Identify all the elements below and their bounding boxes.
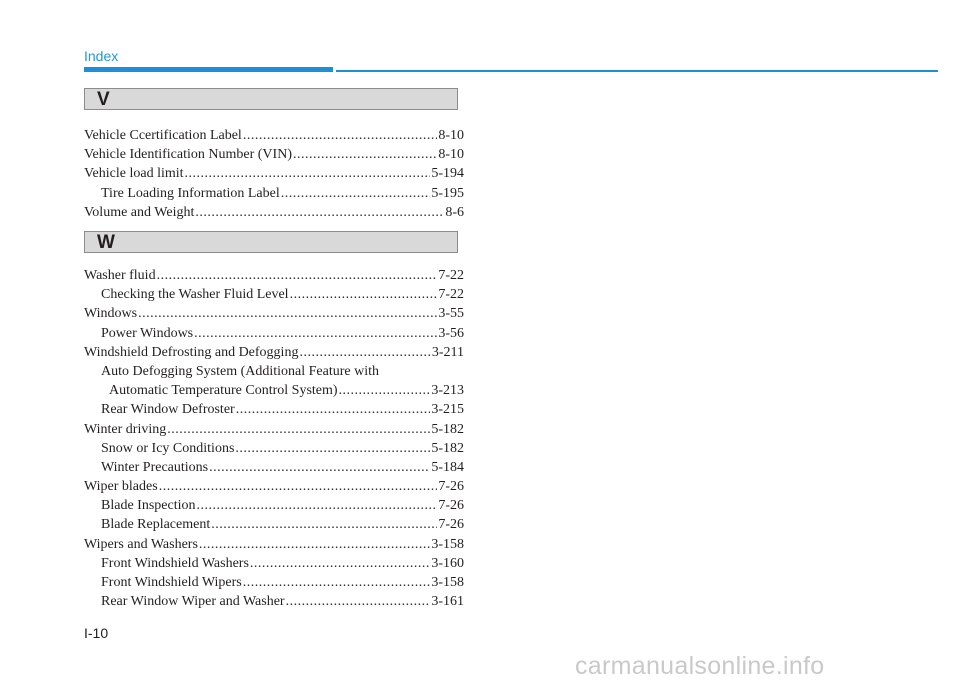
dot-leader — [157, 266, 438, 285]
entry-label: Blade Replacement — [101, 517, 211, 533]
index-entry[interactable] — [84, 203, 464, 222]
entry-label: Vehicle Ccertification Label — [84, 128, 242, 143]
entry-page: 5-194 — [431, 166, 464, 182]
entry-label: Snow or Icy Conditions — [101, 440, 235, 456]
entry-page: 5-184 — [431, 459, 464, 475]
index-subentry[interactable] — [84, 573, 464, 592]
dot-leader — [199, 535, 430, 554]
index-subentry[interactable] — [84, 400, 464, 419]
index-entry[interactable] — [84, 126, 464, 145]
dot-leader — [299, 343, 430, 362]
index-subentry[interactable] — [84, 515, 464, 534]
dot-leader — [250, 554, 430, 573]
section-header-v — [84, 88, 458, 110]
entry-label: Washer fluid — [84, 268, 156, 283]
entry-page: 8-10 — [438, 128, 464, 143]
entry-label: Checking the Washer Fluid Level — [101, 287, 289, 303]
index-subentry[interactable] — [84, 554, 464, 573]
dot-leader — [243, 573, 431, 592]
dot-leader — [293, 145, 437, 164]
header-rule-thick — [84, 67, 333, 72]
dot-leader — [339, 381, 431, 400]
index-entry[interactable] — [84, 420, 464, 439]
entry-page: 3-56 — [438, 325, 464, 341]
index-subentry[interactable] — [84, 285, 464, 304]
entry-label: Power Windows — [101, 325, 194, 341]
entry-label: Automatic Temperature Control System) — [109, 383, 338, 399]
index-entry[interactable] — [84, 535, 464, 554]
entry-page: 3-211 — [431, 344, 464, 360]
entry-label: Windshield Defrosting and Defogging — [84, 344, 299, 360]
index-subentry-wrap[interactable] — [84, 381, 464, 400]
entry-label: Vehicle Identification Number (VIN) — [84, 147, 292, 163]
entry-label: Wiper blades — [84, 479, 158, 495]
section-letter: W — [97, 232, 115, 253]
dot-leader — [281, 184, 431, 203]
entry-page: 5-182 — [431, 421, 464, 437]
entry-page: 7-22 — [438, 287, 464, 303]
entry-label: Tire Loading Information Label — [101, 185, 280, 201]
entry-label: Front Windshield Washers — [101, 555, 249, 571]
entry-page: 3-215 — [431, 402, 464, 418]
entry-page: 8-6 — [445, 204, 464, 220]
index-entry[interactable] — [84, 477, 464, 496]
index-subentry[interactable] — [84, 496, 464, 515]
entry-page: 3-213 — [431, 383, 464, 399]
entry-page: 7-22 — [438, 268, 464, 283]
entry-page: 3-160 — [431, 555, 464, 571]
page-number: I-10 — [84, 625, 109, 641]
index-entry[interactable] — [84, 304, 464, 323]
index-subentry[interactable] — [84, 439, 464, 458]
entry-page: 5-195 — [431, 185, 464, 201]
entry-page: 3-161 — [431, 594, 464, 610]
entry-label: Rear Window Defroster — [101, 402, 235, 418]
entry-page: 3-158 — [431, 536, 464, 552]
dot-leader — [211, 515, 437, 534]
page-title: Index — [84, 48, 119, 64]
header-rule-thin — [336, 70, 938, 72]
dot-leader — [235, 439, 430, 458]
dot-leader — [159, 477, 438, 496]
index-list-v — [84, 126, 464, 222]
entry-label: Wipers and Washers — [84, 536, 198, 552]
entry-label: Winter driving — [84, 421, 167, 437]
dot-leader — [195, 203, 444, 222]
entry-page: 5-182 — [431, 440, 464, 456]
entry-page: 7-26 — [438, 517, 464, 533]
watermark: carmanualsonline.info — [575, 652, 825, 680]
section-letter: V — [97, 89, 110, 110]
entry-label: Rear Window Wiper and Washer — [101, 594, 285, 610]
dot-leader — [196, 496, 437, 515]
dot-leader — [194, 324, 437, 343]
index-entry[interactable] — [84, 266, 464, 285]
dot-leader — [138, 304, 437, 323]
entry-label: Volume and Weight — [84, 204, 195, 220]
index-subentry[interactable] — [84, 458, 464, 477]
entry-label: Auto Defogging System (Additional Feature with — [101, 363, 380, 379]
entry-page: 7-26 — [438, 498, 464, 514]
entry-label: Winter Precautions — [101, 459, 209, 475]
entry-page: 8-10 — [438, 147, 464, 163]
entry-label: Front Windshield Wipers — [101, 575, 242, 590]
dot-leader — [167, 420, 430, 439]
entry-page: 3-158 — [431, 575, 464, 590]
index-entry[interactable] — [84, 343, 464, 362]
entry-label: Blade Inspection — [101, 498, 196, 514]
section-header-w — [84, 231, 458, 253]
index-entry[interactable] — [84, 164, 464, 183]
entry-page: 3-55 — [438, 306, 464, 322]
index-subentry[interactable] — [84, 184, 464, 203]
index-list-w — [84, 266, 464, 611]
entry-label: Windows — [84, 306, 138, 322]
index-entry[interactable] — [84, 145, 464, 164]
dot-leader — [286, 592, 431, 611]
dot-leader — [185, 164, 431, 183]
dot-leader — [236, 400, 431, 419]
dot-leader — [290, 285, 438, 304]
entry-page: 7-26 — [438, 479, 464, 495]
dot-leader — [243, 126, 438, 145]
entry-label: Vehicle load limit — [84, 166, 184, 182]
index-subentry-continued[interactable] — [84, 362, 464, 381]
index-subentry[interactable] — [84, 324, 464, 343]
dot-leader — [209, 458, 430, 477]
index-subentry[interactable] — [84, 592, 464, 611]
